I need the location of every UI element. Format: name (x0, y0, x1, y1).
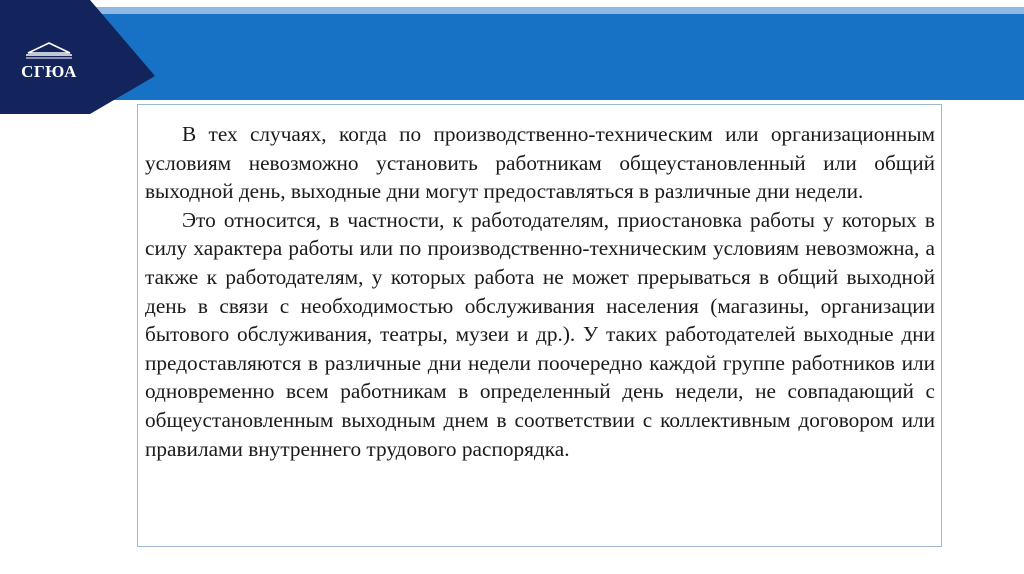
content-box (137, 104, 942, 547)
banner-blue-band (0, 14, 1024, 100)
building-pediment-icon (14, 40, 84, 62)
paragraph-1: В тех случаях, когда по производственно-техническим или организационным условиям невозможно установить работникам общеустановленный или общий выходной день, выходные дни могут предоставляться в различные дни недели. (145, 122, 935, 204)
banner-graphic (0, 0, 1024, 115)
paragraph-2: Это относится, в частности, к работодателям, приостановка работы у которых в силу характера работы или по производственно-техническим условиям невозможна, а также к работодателям, у которых работа не может прерываться в общий выходной день в связи с необходимостью обслуживания населения (магазины, организации бытового обслуживания, театры, музеи и др.). У таких работодателей выходные дни предоставляются в различные дни недели поочередно каждой группе работников или одновременно всем работникам в определенный день недели, не совпадающий с общеустановленным выходным днем в соответствии с коллективным договором или правилами внутреннего трудового распорядка. (145, 207, 935, 461)
logo-text: СГЮА (21, 62, 77, 81)
header-banner (0, 0, 1024, 115)
university-logo (14, 40, 84, 100)
